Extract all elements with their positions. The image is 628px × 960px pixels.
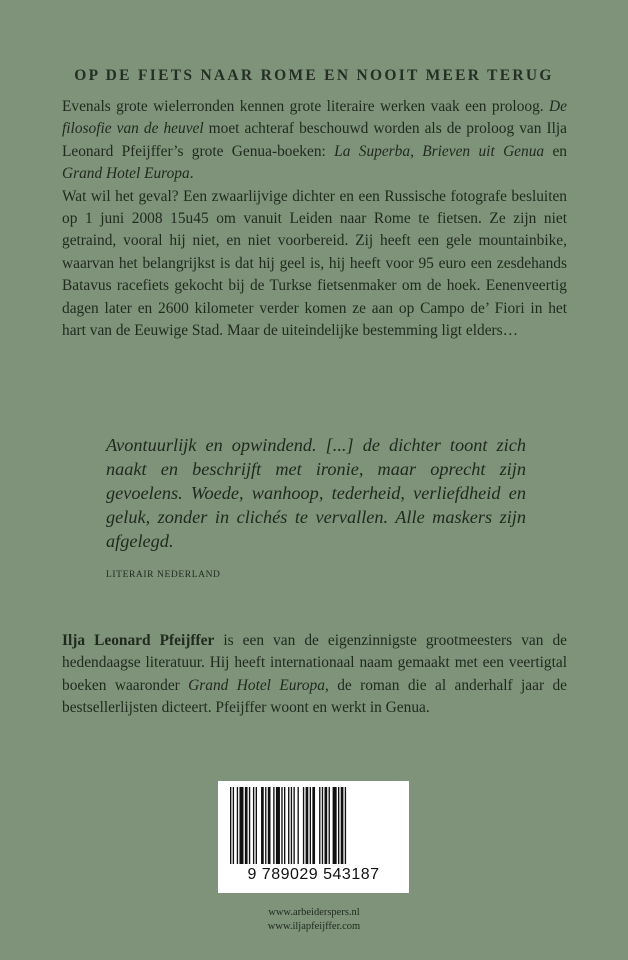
- bio-book-title: Grand Hotel Europa: [188, 676, 325, 694]
- author-bio: [62, 630, 567, 720]
- barcode-bar: [273, 787, 274, 864]
- barcode-bars: [230, 787, 398, 864]
- book-title-grand-hotel: Grand Hotel Europa: [62, 165, 190, 183]
- publisher-url: www.arbeiderspers.nl: [268, 907, 360, 918]
- blurb: [62, 96, 567, 342]
- blurb-mid: moet achteraf beschouwd worden als de proloog van Ilja Leonard Pfeijffer’s grote Genua-boeken:: [62, 120, 567, 160]
- blurb-end: .: [189, 165, 194, 183]
- barcode-bar: [230, 787, 231, 864]
- barcode-bar: [322, 787, 323, 864]
- blurb-sep-2: en: [544, 142, 567, 160]
- barcode-bar: [245, 787, 248, 864]
- cover-headline: OP DE FIETS NAAR ROME EN NOOIT MEER TERUG: [74, 67, 554, 84]
- author-name: Ilja Leonard Pfeijffer: [62, 632, 215, 649]
- barcode-bar: [333, 787, 337, 864]
- barcode-bar: [284, 787, 285, 864]
- isbn-barcode: [218, 781, 409, 893]
- author-url: www.iljapfeijffer.com: [267, 921, 361, 932]
- barcode-bar: [310, 787, 311, 864]
- barcode-bar: [237, 787, 238, 864]
- website-links: [0, 906, 628, 934]
- blurb-paragraph-2: Wat wil het geval? Een zwaarlijvige dichter en een Russische fotografe besluiten op 1 juni 2008 15u45 om vanuit Leiden naar Rome te fietsen. Ze zijn niet getraind, vooral hij niet, en niet voorbereid. Zij heeft een gele mountainbike, waarvan het belangrijkst is dat hij geel is, hij heeft voor 95 euro een zesdehands Batavus racefiets gekocht bij de Turkse fietsenmaker om de hoek. Eenenveertig dagen later en 2600 kilometer verder komen ze aan op Campo de’ Fiori in het hart van de Eeuwige Stad. Maar de uiteindelijke bestemming ligt elders…: [62, 187, 567, 340]
- barcode-bar: [298, 787, 299, 864]
- review-source: LITERAIR NEDERLAND: [106, 570, 221, 580]
- barcode-bar: [281, 787, 282, 864]
- barcode-bar: [306, 787, 309, 864]
- barcode-bar: [233, 787, 234, 864]
- review-quote: Avontuurlijk en opwindend. [...] de dichter toont zich naakt en beschrijft met ironie, maar oprecht zijn gevoelens. Woede, wanhoop, tederheid, verliefdheid en geluk, zonder in clichés te vervallen. Alle maskers zijn afgelegd.: [106, 435, 526, 551]
- isbn-digits: 9 789029 543187: [247, 866, 380, 883]
- barcode-bar: [338, 787, 339, 864]
- barcode-bar: [276, 787, 280, 864]
- barcode-bar: [312, 787, 315, 864]
- blurb-intro: Evenals grote wielerronden kennen grote literaire werken vaak een proloog.: [62, 98, 550, 115]
- barcode-bar: [256, 787, 257, 864]
- book-title-filosofie: De filosofie van de heuvel: [62, 98, 567, 138]
- barcode-bar: [345, 787, 346, 864]
- barcode-bar: [293, 787, 294, 864]
- barcode-bar: [329, 787, 330, 864]
- blurb-paragraph-1: [62, 96, 567, 186]
- bio-text-2: , de roman die al anderhalf jaar de bestsellerlijsten dicteert. Pfeijffer woont en werkt in Genua.: [62, 676, 567, 717]
- barcode-bar: [291, 787, 292, 864]
- barcode-bar: [239, 787, 243, 864]
- book-title-brieven: Brieven uit Genua: [422, 142, 545, 160]
- barcode-bar: [261, 787, 264, 864]
- bio-text-1: is een van de eigenzinnigste grootmeesters van de hedendaagse literatuur. Hij heeft internationaal naam gemaakt met een veertigtal boeken waaronder: [62, 632, 567, 694]
- barcode-bar: [249, 787, 250, 864]
- barcode-bar: [319, 787, 320, 864]
- barcode-bar: [303, 787, 304, 864]
- book-title-la-superba: La Superba: [334, 142, 411, 160]
- barcode-bar: [253, 787, 254, 864]
- barcode-bar: [325, 787, 328, 864]
- barcode-bar: [265, 787, 266, 864]
- barcode-bar: [341, 787, 344, 864]
- barcode-bar: [288, 787, 289, 864]
- blurb-sep-1: ,: [410, 142, 423, 160]
- barcode-bar: [268, 787, 271, 864]
